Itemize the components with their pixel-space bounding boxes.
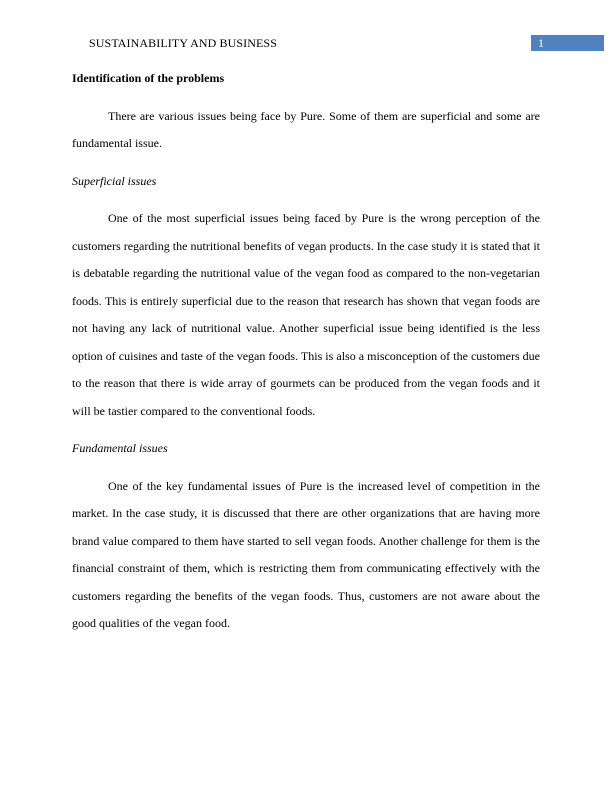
superficial-issues-paragraph: One of the most superficial issues being faced by Pure is the wrong perception of the customers regarding the nutritional benefits of vegan products. In the case study it is stated that it is debatable regarding the nutritional value of the vegan food as compared to the non-vegetarian foods. This is entirely superficial due to the reason that research has shown that vegan foods are not having any lack of nutritional value. Another superficial issue being identified is the less option of cuisines and taste of the vegan foods. This is also a misconception of the customers due to the reason that there is wide array of gourmets can be produced from the vegan foods and it will be tastier compared to the conventional foods.	[72, 211, 540, 418]
running-header-title: SUSTAINABILITY AND BUSINESS	[89, 36, 277, 50]
intro-paragraph: There are various issues being face by Pure. Some of them are superficial and some are fundamental issue.	[72, 108, 540, 150]
document-body	[72, 65, 540, 638]
fundamental-issues-heading: Fundamental issues	[72, 441, 168, 455]
page-number-badge	[531, 35, 604, 51]
page-number: 1	[538, 36, 544, 50]
fundamental-issues-paragraph: One of the key fundamental issues of Pure is the increased level of competition in the market. In the case study, it is discussed that there are other organizations that are having more brand value compared to them have started to sell vegan foods. Another challenge for them is the financial constraint of them, which is restricting them from communicating effectively with the customers regarding the benefits of the vegan foods. Thus, customers are not aware about the good qualities of the vegan food.	[72, 478, 540, 630]
superficial-issues-heading: Superficial issues	[72, 173, 157, 188]
section-heading: Identification of the problems	[72, 71, 225, 85]
